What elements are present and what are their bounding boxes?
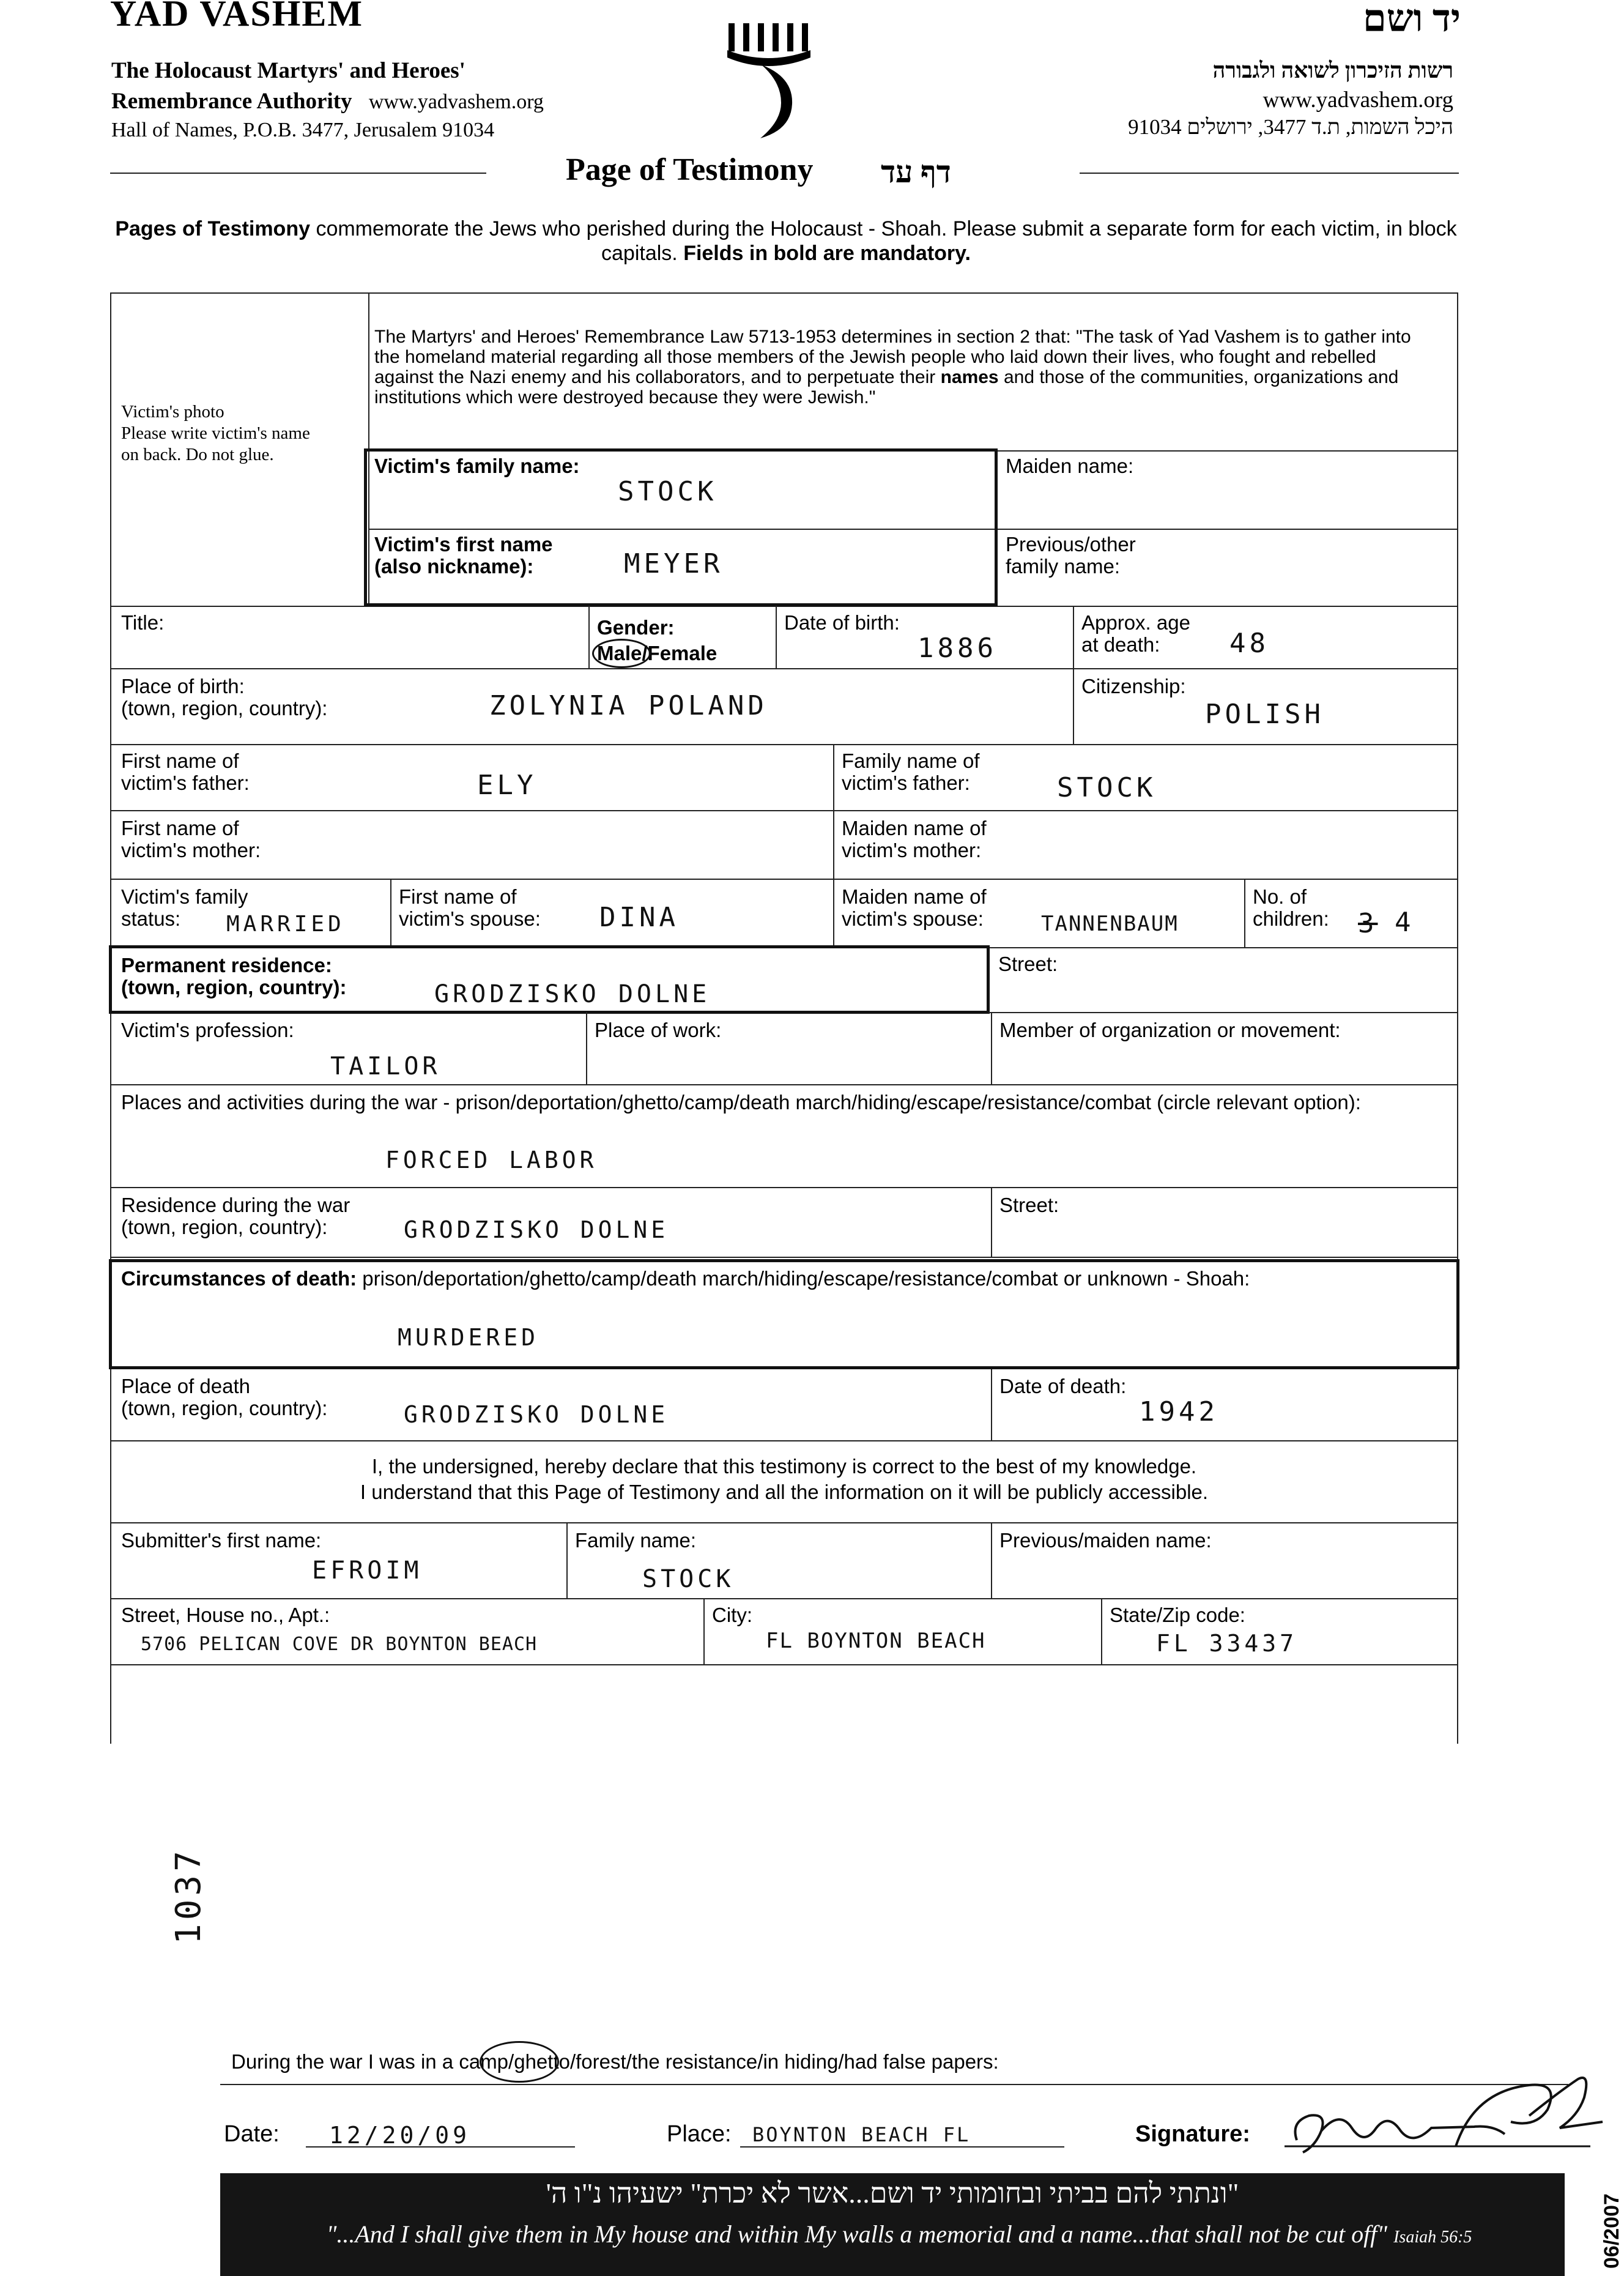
age-field[interactable]: 48 [1229, 628, 1269, 659]
war-residence-label: Residence during the war (town, region, country): [121, 1194, 350, 1238]
submitter-family-label: Family name: [575, 1529, 697, 1552]
photo-instructions: Victim's photo Please write victim's name on back. Do not glue. [121, 402, 310, 464]
margin-number: 1037 [169, 1847, 209, 1944]
header-rule-left [110, 173, 486, 174]
gender-label: Gender: [597, 616, 675, 639]
org-name: YAD VASHEM [110, 0, 364, 34]
gender-options: Male/Female [597, 642, 717, 664]
profession-field[interactable]: TAILOR [330, 1052, 441, 1080]
death-place-label: Place of death (town, region, country): [121, 1375, 328, 1419]
previous-name-label: Previous/other family name: [1006, 533, 1136, 578]
family-name-label: Victim's family name: [374, 455, 580, 477]
law-text-bold: names [940, 367, 999, 387]
date-label: Date: [224, 2121, 280, 2147]
children-label: No. of children: [1253, 885, 1329, 930]
spouse-first-label: First name of victim's spouse: [399, 885, 541, 930]
death-date-label: Date of death: [999, 1375, 1127, 1397]
father-first-label: First name of victim's father: [121, 749, 250, 794]
pob-field[interactable]: ZOLYNIA POLAND [489, 690, 768, 721]
family-status-label: Victim's family status: [121, 885, 248, 930]
father-first-field[interactable]: ELY [477, 770, 537, 801]
submitter-family-field[interactable]: STOCK [642, 1565, 735, 1593]
dob-label: Date of birth: [784, 611, 900, 634]
form-version: 06/2007 [1600, 2193, 1623, 2269]
age-label: Approx. age at death: [1081, 611, 1190, 656]
war-residence-field[interactable]: GRODZISKO DOLNE [404, 1216, 669, 1243]
pob-label: Place of birth: (town, region, country): [121, 675, 328, 720]
maiden-name-label: Maiden name: [1006, 455, 1134, 477]
org-line2-wrap [111, 88, 544, 114]
citizenship-label: Citizenship: [1081, 675, 1186, 697]
date-field[interactable]: 12/20/09 [329, 2122, 471, 2149]
family-name-field[interactable]: STOCK [618, 476, 717, 507]
submitter-first-field[interactable]: EFROIM [312, 1556, 423, 1585]
work-label: Place of work: [595, 1019, 722, 1041]
law-text-after: and those of the communities, organizations and institutions which were destroyed because they were Jewish." [374, 367, 1399, 407]
places-label: Places and activities during the war - prison/deportation/ghetto/camp/death march/hiding/escape/resistance/combat (circle relevant option): [121, 1091, 1361, 1114]
title-label: Title: [121, 611, 165, 634]
profession-label: Victim's profession: [121, 1019, 294, 1041]
intro-bold-start: Pages of Testimony [115, 217, 310, 240]
submitter-maiden-label: Previous/maiden name: [999, 1529, 1212, 1552]
submitter-street-field[interactable]: 5706 PELICAN COVE DR BOYNTON BEACH [141, 1634, 538, 1655]
signature-drawing[interactable] [1272, 2055, 1615, 2177]
quote-ref: Isaiah 56:5 [1393, 2228, 1472, 2247]
first-name-field[interactable]: MEYER [624, 548, 724, 579]
dob-field[interactable]: 1886 [918, 633, 997, 664]
father-family-label: Family name of victim's father: [842, 749, 980, 794]
during-war-before: During the war I was in a [231, 2050, 459, 2073]
during-war-after: /ghetto/forest/the resistance/in hiding/had false papers: [508, 2050, 999, 2073]
first-name-label: Victim's first name (also nickname): [374, 533, 553, 578]
submitter-state-label: State/Zip code: [1110, 1604, 1245, 1626]
street2-label: Street: [999, 1194, 1059, 1216]
circumstances-label-bold: Circumstances of death: [121, 1267, 357, 1290]
heb-page-title: דף עד [881, 155, 951, 189]
intro-bold-end: Fields in bold are mandatory. [683, 242, 971, 265]
submitter-first-label: Submitter's first name: [121, 1529, 322, 1552]
submitter-state-field[interactable]: FL 33437 [1156, 1630, 1298, 1657]
camp-selection-circle [480, 2041, 559, 2083]
children-struck-value: 3 [1358, 908, 1378, 939]
during-war-line [231, 2051, 999, 2073]
submitter-city-field[interactable]: FL BOYNTON BEACH [766, 1629, 986, 1653]
org-line2: Remembrance Authority [111, 89, 352, 114]
residence-label: Permanent residence: (town, region, country): [121, 954, 347, 999]
declaration [110, 1454, 1458, 1505]
submitter-street-label: Street, House no., Apt.: [121, 1604, 330, 1626]
law-text-before: The Martyrs' and Heroes' Remembrance Law 5713-1953 determines in section 2 that: "The task of Yad Vashem is to gather into the homeland material regarding all those members of the Jewish people who laid down their lives, who fought and rebelled against the Nazi enemy and his collaborators, and to perpetuate their [374, 327, 1411, 387]
spouse-first-field[interactable]: DINA [599, 902, 679, 933]
heb-address: היכל השמות, ת.ד 3477, ירושלים 91034 [1128, 115, 1453, 139]
place-field[interactable]: BOYNTON BEACH FL [752, 2123, 971, 2146]
spouse-maiden-label: Maiden name of victim's spouse: [842, 885, 987, 930]
citizenship-field[interactable]: POLISH [1205, 699, 1324, 730]
quote-hebrew: "ונתתי להם בביתי ובחומותי יד ושם...אשר לא יכרת" ישעיהו נ"ו ה' [546, 2177, 1239, 2209]
mother-maiden-label: Maiden name of victim's mother: [842, 817, 987, 861]
death-date-field[interactable]: 1942 [1139, 1396, 1218, 1427]
page-title: Page of Testimony [566, 152, 814, 187]
intro-text [113, 217, 1459, 266]
family-status-field[interactable]: MARRIED [226, 912, 345, 937]
places-field[interactable]: FORCED LABOR [385, 1147, 598, 1173]
intro-body: commemorate the Jews who perished during the Holocaust - Shoah. Please submit a separate form for each victim, in block capitals. [310, 217, 1457, 265]
law-text [374, 327, 1439, 407]
place-label: Place: [667, 2121, 732, 2147]
mother-first-label: First name of victim's mother: [121, 817, 261, 861]
org-website: www.yadvashem.org [368, 91, 544, 113]
circumstances-label-text: prison/deportation/ghetto/camp/death march/hiding/escape/resistance/combat or unknown - Shoah: [357, 1267, 1250, 1290]
org-address: Hall of Names, P.O.B. 3477, Jerusalem 91034 [111, 119, 495, 141]
residence-field[interactable]: GRODZISKO DOLNE [434, 980, 711, 1008]
quote-english: "...And I shall give them in My house and within My walls a memorial and a name...that shall not be cut off" [326, 2220, 1388, 2248]
declaration-line2: I understand that this Page of Testimony and all the information on it will be publicly accessible. [360, 1481, 1209, 1503]
street1-label: Street: [998, 953, 1058, 975]
gender-female[interactable]: Female [647, 642, 717, 664]
during-war-camp[interactable]: camp [459, 2050, 509, 2073]
testimony-form [110, 292, 1623, 2269]
father-family-field[interactable]: STOCK [1057, 772, 1157, 803]
circumstances-field[interactable]: MURDERED [398, 1324, 539, 1351]
circumstances-label [121, 1268, 1452, 1290]
heb-org-name: יד ושם [1362, 0, 1461, 40]
submitter-city-label: City: [712, 1604, 752, 1626]
gender-selection-circle [592, 639, 651, 668]
quote-english-line [232, 2220, 1566, 2248]
org-line1: The Holocaust Martyrs' and Heroes' [111, 58, 465, 83]
death-place-field[interactable]: GRODZISKO DOLNE [404, 1401, 669, 1428]
declaration-line1: I, the undersigned, hereby declare that this testimony is correct to the best of my knowledge. [371, 1455, 1197, 1478]
header-rule-right [1080, 173, 1459, 174]
spouse-maiden-field[interactable]: TANNENBAUM [1041, 912, 1179, 936]
children-field[interactable]: 4 [1395, 907, 1415, 938]
heb-website: www.yadvashem.org [1262, 87, 1453, 113]
member-label: Member of organization or movement: [999, 1019, 1341, 1041]
heb-org-line1: רשות הזיכרון לשואה ולגבורה [1212, 58, 1453, 83]
gender-male[interactable]: Male [597, 642, 642, 664]
menorah-flame-logo [725, 18, 823, 141]
signature-label: Signature: [1135, 2121, 1250, 2147]
